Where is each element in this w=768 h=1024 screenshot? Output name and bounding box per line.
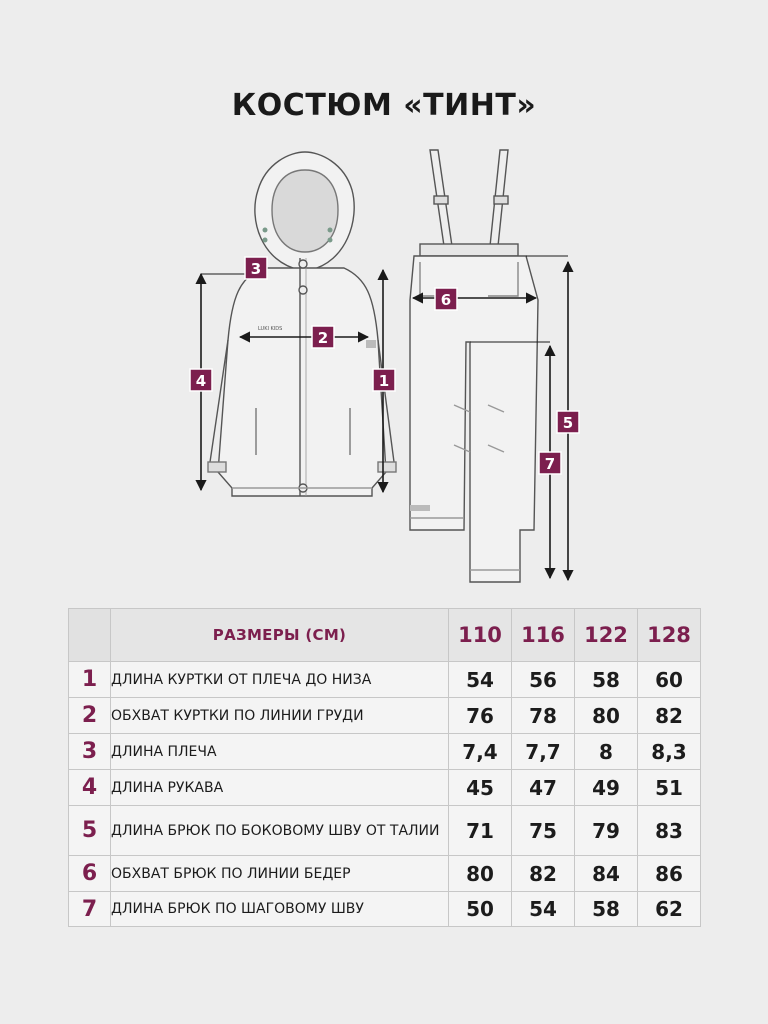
table-row xyxy=(69,770,701,806)
row-description: ДЛИНА РУКАВА xyxy=(111,770,449,806)
row-value: 71 xyxy=(449,806,512,856)
svg-text:7: 7 xyxy=(544,455,556,473)
svg-text:6: 6 xyxy=(440,291,452,309)
table-row xyxy=(69,856,701,892)
row-description: ОБХВАТ КУРТКИ ПО ЛИНИИ ГРУДИ xyxy=(111,698,449,734)
row-value: 60 xyxy=(638,662,701,698)
row-value: 8 xyxy=(575,734,638,770)
row-value: 80 xyxy=(449,856,512,892)
row-description: ДЛИНА БРЮК ПО ШАГОВОМУ ШВУ xyxy=(111,892,449,927)
row-number: 4 xyxy=(69,770,111,806)
marker-1 xyxy=(373,369,395,391)
row-value: 56 xyxy=(512,662,575,698)
row-description: ДЛИНА БРЮК ПО БОКОВОМУ ШВУ ОТ ТАЛИИ xyxy=(111,806,449,856)
row-number: 5 xyxy=(69,806,111,856)
marker-3 xyxy=(245,257,267,279)
row-value: 50 xyxy=(449,892,512,927)
row-value: 54 xyxy=(449,662,512,698)
row-value: 58 xyxy=(575,662,638,698)
row-number: 6 xyxy=(69,856,111,892)
row-number: 7 xyxy=(69,892,111,927)
page-title: КОСТЮМ «ТИНТ» xyxy=(231,88,537,123)
row-value: 45 xyxy=(449,770,512,806)
row-value: 83 xyxy=(638,806,701,856)
row-value: 8,3 xyxy=(638,734,701,770)
row-value: 80 xyxy=(575,698,638,734)
row-value: 51 xyxy=(638,770,701,806)
header-size-116: 116 xyxy=(512,609,575,662)
marker-6 xyxy=(435,288,457,310)
table-row xyxy=(69,806,701,856)
row-description: ДЛИНА ПЛЕЧА xyxy=(111,734,449,770)
row-description: ДЛИНА КУРТКИ ОТ ПЛЕЧА ДО НИЗА xyxy=(111,662,449,698)
row-value: 62 xyxy=(638,892,701,927)
marker-2 xyxy=(312,326,334,348)
row-number: 2 xyxy=(69,698,111,734)
row-value: 49 xyxy=(575,770,638,806)
marker-5 xyxy=(557,411,579,433)
svg-text:3: 3 xyxy=(250,260,262,278)
row-description: ОБХВАТ БРЮК ПО ЛИНИИ БЕДЕР xyxy=(111,856,449,892)
marker-7 xyxy=(539,452,561,474)
row-value: 82 xyxy=(638,698,701,734)
svg-text:5: 5 xyxy=(562,414,574,432)
svg-text:4: 4 xyxy=(195,372,207,390)
table-row xyxy=(69,662,701,698)
header-sizes-label: РАЗМЕРЫ (СМ) xyxy=(111,609,449,662)
row-value: 86 xyxy=(638,856,701,892)
row-value: 82 xyxy=(512,856,575,892)
marker-4 xyxy=(190,369,212,391)
row-value: 58 xyxy=(575,892,638,927)
row-value: 79 xyxy=(575,806,638,856)
header-size-122: 122 xyxy=(575,609,638,662)
header-empty-cell xyxy=(69,609,111,662)
row-value: 78 xyxy=(512,698,575,734)
size-table xyxy=(68,608,701,927)
table-row xyxy=(69,698,701,734)
table-row xyxy=(69,892,701,927)
row-number: 3 xyxy=(69,734,111,770)
pants-sketch xyxy=(410,150,538,582)
header-size-128: 128 xyxy=(638,609,701,662)
size-table-header xyxy=(69,609,701,662)
row-value: 7,7 xyxy=(512,734,575,770)
row-value: 54 xyxy=(512,892,575,927)
row-value: 76 xyxy=(449,698,512,734)
svg-text:1: 1 xyxy=(378,372,390,390)
row-number: 1 xyxy=(69,662,111,698)
table-row xyxy=(69,734,701,770)
svg-text:2: 2 xyxy=(317,329,329,347)
row-value: 47 xyxy=(512,770,575,806)
header-size-110: 110 xyxy=(449,609,512,662)
jacket-logo: LUKI KIDS xyxy=(258,326,283,332)
row-value: 84 xyxy=(575,856,638,892)
jacket-sketch xyxy=(208,152,396,496)
row-value: 75 xyxy=(512,806,575,856)
row-value: 7,4 xyxy=(449,734,512,770)
garment-drawing xyxy=(0,140,768,590)
